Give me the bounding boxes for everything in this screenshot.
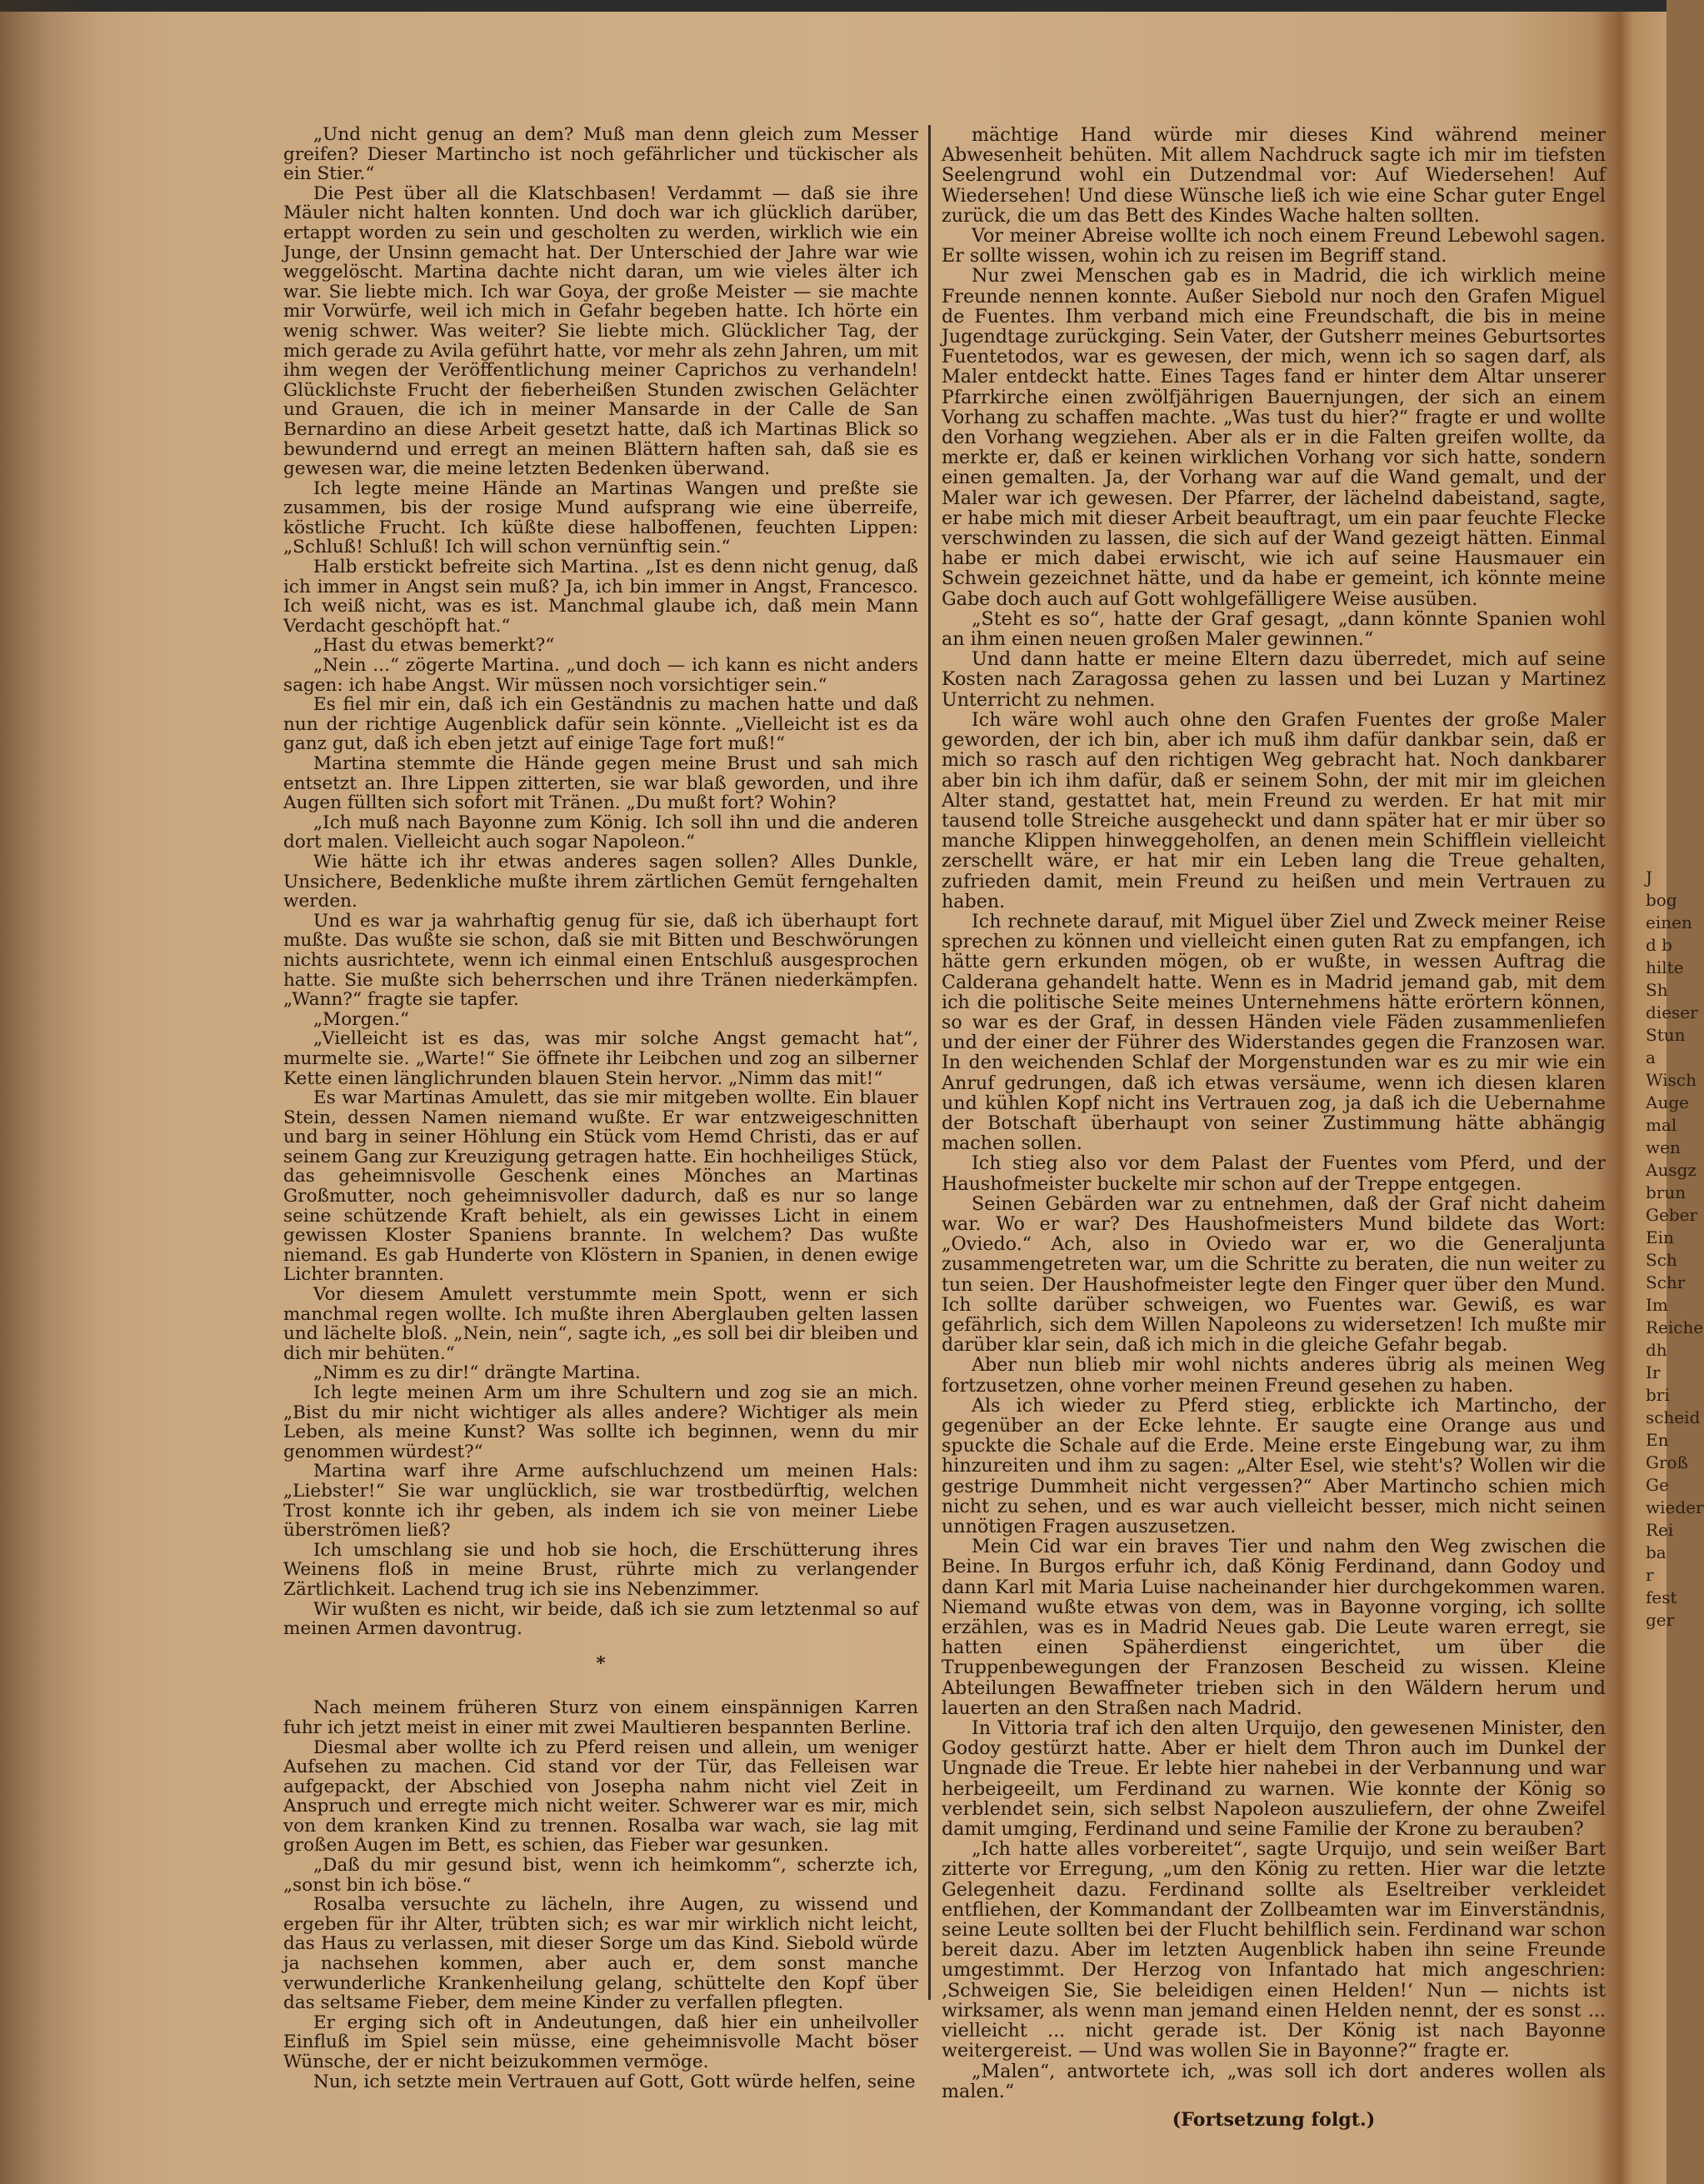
next-page-fragment: Im [1646,1295,1668,1315]
next-page-fragment: Reiche [1646,1317,1704,1337]
paragraph: Ich wäre wohl auch ohne den Grafen Fuentes der große Maler geworden, der ich bin, aber ich muß ihm dafür dankbar sein, daß er mich so rasch auf den richtigen Weg gebracht hat. Noch dankbarer aber bin ich ihm dafür, daß er seinem Sohn, der mit mir im gleichen Alter stand, gestattet hat, mein Freund zu werden. Er hat mit mir tausend tolle Streiche ausgeheckt und dann später hat er mir über so manche Klippen hinweggeholfen, an denen mein Schifflein vielleicht zerschellt wäre, er hat mir ein Leben lang die Treue gehalten, zufrieden damit, mein Freund zu heißen und mein Vertrauen zu haben. [942,708,1606,912]
next-page-fragment: ba [1646,1542,1667,1562]
paragraph: Es war Martinas Amulett, das sie mir mitgeben wollte. Ein blauer Stein, dessen Namen niemand wußte. Er war entzweigeschnitten und barg in seiner Höhlung ein Stück vom Hemd Christi, das er auf seinem Gang zur Kreuzigung getragen hatte. Ein hochheiliges Stück, das geheimnisvolle Geschenk eines Mönches an Martinas Großmutter, noch geheimnisvoller dadurch, daß es nur so lange seine schützende Kraft behielt, als ein gewisses Licht in einem gewissen Kloster Spaniens brannte. In welchem? Das wußte niemand. Es gab Hunderte von Klöstern in Spanien, in denen ewige Lichter brannten. [283,1087,918,1286]
paragraph: Ich umschlang sie und hob sie hoch, die Erschütterung ihres Weinens floß in meine Brust, rührte mich zu verlangender Zärtlichkeit. Lachend trug ich sie ins Nebenzimmer. [283,1539,918,1600]
paragraph: Vor meiner Abreise wollte ich noch einem Freund Lebewohl sagen. Er sollte wissen, wohin ich zu reisen im Begriff stand. [942,225,1606,267]
next-page-fragment: Ausgz [1646,1160,1697,1180]
paragraph: „Und nicht genug an dem? Muß man denn gleich zum Messer greifen? Dieser Martincho ist noch gefährlicher und tückischer als ein Stier.“ [283,124,918,185]
paragraph: Ich stieg also vor dem Palast der Fuentes vom Pferd, und der Haushofmeister buckelte mir schon auf der Treppe entgegen. [942,1152,1606,1195]
paragraph: mächtige Hand würde mir dieses Kind während meiner Abwesenheit behüten. Mit allem Nachdruck sagte ich mir im tiefsten Seelengrund wohl ein Dutzendmal vor: Auf Wiedersehen! Auf Wiedersehen! Und diese Wünsche ließ ich wie eine Schar guter Engel zurück, die um das Bett des Kindes Wache halten sollten. [942,124,1606,227]
next-page-fragment: Groß [1646,1452,1688,1472]
next-page-fragment: mal [1646,1115,1677,1135]
next-page-fragment: hilte [1646,957,1684,977]
next-page-fragment: wieder [1646,1497,1704,1517]
paragraph: Ich legte meine Hände an Martinas Wangen und preßte sie zusammen, bis der rosige Mund aufsprang wie eine überreife, köstliche Frucht. Ich küßte diese halboffenen, feuchten Lippen: „Schluß! Schluß! Ich will schon vernünftig sein.“ [283,477,918,558]
next-page-fragment: dieser [1646,1002,1698,1022]
text-column-right [942,125,1606,2147]
paragraph: Und es war ja wahrhaftig genug für sie, daß ich überhaupt fort mußte. Das wußte sie schon, daß sie mit Bitten und Beschwörungen nichts ausrichtete, wenn ich einmal einen Entschluß ausgesprochen hatte. Sie mußte sich beherrschen und ihre Tränen niederkämpfen. „Wann?“ fragte sie tapfer. [283,910,918,1011]
paragraph: „Morgen.“ [313,1008,410,1030]
paragraph: Es fiel mir ein, daß ich ein Geständnis zu machen hatte und daß nun der richtige Augenblick dafür sein könnte. „Vielleicht ist es da ganz gut, daß ich eben jetzt auf einige Tage fort muß!“ [283,694,918,755]
paragraph: Halb erstickt befreite sich Martina. „Ist es denn nicht genug, daß ich immer in Angst sein muß? Ja, ich bin immer in Angst, Francesco. Ich weiß nicht, was es ist. Manchmal glaube ich, daß mein Mann Verdacht geschöpft hat.“ [283,557,918,637]
next-page-fragment: bri [1646,1385,1670,1405]
paragraph: Ich legte meinen Arm um ihre Schultern und zog sie an mich. „Bist du mir nicht wichtiger als alles andere? Wichtiger als mein Leben, als meine Kunst? Was sollte ich beginnen, wenn du mir genommen würdest?“ [283,1382,918,1462]
paragraph: „Nein ...“ zögerte Martina. „und doch — ich kann es nicht anders sagen: ich habe Angst. Wir müssen noch vorsichtiger sein.“ [283,655,918,696]
paragraph: „Steht es so“, hatte der Graf gesagt, „dann könnte Spanien wohl an ihm einen neuen großen Maler gewinnen.“ [942,607,1606,651]
next-page-fragment: ger [1646,1610,1675,1630]
next-page-fragment: Geber [1646,1205,1698,1225]
next-page-fragment: Auge [1646,1092,1689,1112]
next-page-fragment: J [1646,867,1653,887]
section-break: * [596,1652,606,1674]
next-page-fragment: Stun [1646,1025,1686,1045]
paragraph: „Vielleicht ist es das, was mir solche Angst gemacht hat“, murmelte sie. „Warte!“ Sie öffnete ihr Leibchen und zog an silberner Kette einen länglichrunden blauen Stein hervor. „Nimm das mit!“ [283,1028,918,1089]
next-page-fragment: fest [1646,1587,1677,1607]
continuation-note: (Fortsetzung folgt.) [1172,2108,1376,2131]
paragraph: Rosalba versuchte zu lächeln, ihre Augen, zu wissend und ergeben für ihr Alter, trübten sich; es war mir wirklich nicht leicht, das Haus zu verlassen, mit dieser Sorge um das Kind. Siebold würde ja nachsehen kommen, aber auch er, dem sonst manche verwunderliche Krankenheilung gelang, schüttelte den Kopf über das seltsame Fieber, dem meine Kinder zu verfallen pflegten. [283,1894,918,2014]
paragraph: Martina stemmte die Hände gegen meine Brust und sah mich entsetzt an. Ihre Lippen zitterten, sie war blaß geworden, und ihre Augen füllten sich sofort mit Tränen. „Du mußt fort? Wohin? [283,753,918,814]
next-page-fragment: Sh [1646,980,1668,1000]
paragraph: Aber nun blieb mir wohl nichts anderes übrig als meinen Weg fortzusetzen, ohne vorher meinen Freund gesehen zu haben. [942,1354,1606,1397]
paragraph: „Ich muß nach Bayonne zum König. Ich soll ihn und die anderen dort malen. Vielleicht auch sogar Napoleon.“ [283,812,918,853]
next-page-edge [1646,867,1704,1700]
next-page-fragment: Wisch [1646,1070,1697,1090]
next-page-fragment: Ge [1646,1475,1669,1495]
paragraph: „Hast du etwas bemerkt?“ [313,635,555,657]
next-page-fragment: wen [1646,1137,1681,1157]
paragraph: Ich rechnete darauf, mit Miguel über Ziel und Zweck meiner Reise sprechen zu können und vielleicht einen guten Rat zu empfangen, ich hätte gern erkunden mögen, ob er wußte, in wessen Auftrag die Calderana gehandelt hatte. Wenn es in Madrid jemand gab, mit dem ich die politische Seite meines Unternehmens hätte erörtern können, so war es der Graf, in dessen Händen viele Fäden zusammenliefen und der einer der Führer des Widerstandes gegen die Franzosen war. In den weichenden Schlaf der Morgenstunden war es zu mir wie ein Anruf gedrungen, daß ich etwas versäume, wenn ich diesen klaren und kühlen Kopf nicht ins Vertrauen zog, ja daß ich die Uebernahme der Botschaft überhaupt von seiner Zustimmung hätte abhängig machen sollen. [942,910,1606,1155]
paragraph: Wie hätte ich ihr etwas anderes sagen sollen? Alles Dunkle, Unsichere, Bedenkliche mußte ihrem zärtlichen Gemüt ferngehalten werden. [283,851,918,912]
column-divider [928,125,931,2000]
next-page-fragment: a [1646,1047,1656,1067]
scanner-top-edge [0,0,1667,12]
paragraph: Wir wußten es nicht, wir beide, daß ich sie zum letztenmal so auf meinen Armen davontrug. [283,1598,918,1640]
paragraph: Und dann hatte er meine Eltern dazu überredet, mich auf seine Kosten nach Zaragossa gehen zu lassen und bei Luzan y Martinez Unterricht zu nehmen. [942,648,1606,711]
text-column-left [283,125,918,2147]
next-page-fragment: dh [1646,1340,1667,1360]
paragraph: Nach meinem früheren Sturz von einem einspännigen Karren fuhr ich jetzt meist in einer mit zwei Maultieren bespannten Berline. [283,1697,918,1738]
next-page-fragment: Ein [1646,1227,1674,1247]
next-page-fragment: bog [1646,890,1677,910]
next-page-fragment: Rei [1646,1520,1674,1540]
paragraph: Diesmal aber wollte ich zu Pferd reisen und allein, um weniger Aufsehen zu machen. Cid stand vor der Tür, das Felleisen war aufgepackt, der Abschied von Josepha nahm nicht viel Zeit in Anspruch und erregte mich nicht weiter. Schwerer war es mir, mich von dem kranken Kind zu trennen. Rosalba war wach, sie lag mit großen Augen im Bett, es schien, das Fieber war gesunken. [283,1737,918,1857]
next-page-fragment: Sch [1646,1250,1677,1270]
next-page-fragment: scheid [1646,1407,1701,1427]
paragraph: „Ich hatte alles vorbereitet“, sagte Urquijo, und sein weißer Bart zitterte vor Erregung, „um den König zu retten. Hier war die letzte Gelegenheit dazu. Ferdinand sollte als Eseltreiber verkleidet entfliehen, der Kommandant der Zollbeamten war im Einverständnis, seine Leute sollten bei der Flucht behilflich sein. Ferdinand war schon bereit dazu. Aber im letzten Augenblick haben ihn seine Freunde umgestimmt. Der Herzog von Infantado hat mich angeschrien: ‚Schweigen Sie, Sie beleidigen einen Helden!‘ Nun — nichts ist wirksamer, als wenn man jemand einen Helden nennt, der es sonst ... vielleicht ... nicht gerade ist. Der König ist nach Bayonne weitergereist. — Und was wollen Sie in Bayonne?“ fragte er. [942,1838,1606,2062]
paragraph: „Malen“, antwortete ich, „was soll ich dort anderes wollen als malen.“ [942,2060,1606,2102]
paragraph: Seinen Gebärden war zu entnehmen, daß der Graf nicht daheim war. Wo er war? Des Haushofmeisters Mund bildete das Wort: „Oviedo.“ Ach, also in Oviedo war er, wo die Generaljunta zusammengetreten war, um die Schritte zu beraten, die nun weiter zu tun seien. Der Haushofmeister legte den Finger quer über den Mund. Ich sollte darüber schweigen, wo Fuentes war. Gewiß, es war gefährlich, sich dem Willen Napoleons zu widersetzen! Ich mußte mir darüber klar sein, daß ich mich in die gleiche Gefahr begab. [942,1192,1606,1357]
paragraph: Er erging sich oft in Andeutungen, daß hier ein unheilvoller Einfluß im Spiel sein müsse, eine geheimnisvolle Macht böser Wünsche, der er nicht beizukommen vermöge. [283,2012,918,2072]
next-page-fragment: En [1646,1430,1669,1450]
paragraph: In Vittoria traf ich den alten Urquijo, den gewesenen Minister, den Godoy gestürzt hatte. Aber er hielt dem Thron auch im Dunkel der Ungnade die Treue. Er lebte hier nahebei in der Verbannung und war herbeigeeilt, um Ferdinand zu warnen. Wie konnte der König so verblendet sein, sich selbst Napoleon auszuliefern, der ohne Zweifel damit umging, Ferdinand und seine Familie der Krone zu berauben? [942,1717,1606,1841]
paragraph: Als ich wieder zu Pferd stieg, erblickte ich Martincho, der gegenüber an der Ecke lehnte. Er saugte eine Orange aus und spuckte die Schale auf die Erde. Meine erste Eingebung war, zu ihm hinzureiten und ihm zu sagen: „Alter Esel, wie steht's? Wollen wir die gestrige Dummheit nicht vergessen?“ Aber Martincho schien mich nicht zu sehen, und es war auch vielleicht besser, mich nicht seinen unnötigen Fragen auszusetzen. [942,1394,1606,1538]
binding-shadow [0,0,100,2184]
paragraph: „Daß du mir gesund bist, wenn ich heimkomm“, scherzte ich, „sonst bin ich böse.“ [283,1855,918,1896]
paragraph: Die Pest über all die Klatschbasen! Verdammt — daß sie ihre Mäuler nicht halten konnten. Und doch war ich glücklich darüber, ertappt worden zu sein und gescholten zu werden, wirklich wie ein Junge, der Unsinn gemacht hat. Der Unterschied der Jahre war wie weggelöscht. Martina dachte nicht daran, um wie vieles älter ich war. Sie liebte mich. Ich war Goya, der große Meister — sie machte mir Vorwürfe, weil ich mich in Gefahr begeben hatte. Ich hörte ein wenig schwer. Was weiter? Sie liebte mich. Glücklicher Tag, der mich gerade zu Avila geführt hatte, vor mehr als zehn Jahren, um mit ihm wegen der Veröffentlichung meiner Caprichos zu verhandeln! Glücklichste Frucht der fieberheißen Stunden zwischen Gelächter und Grauen, die ich in meiner Mansarde in der Calle de San Bernardino an diese Arbeit gesetzt hatte, daß ich Martinas Blick so bewundernd und erregt an meinen Blättern haften sah, daß sie es gewesen war, die meine letzten Bedenken überwand. [283,182,918,480]
next-page-fragment: Schr [1646,1272,1686,1292]
paragraph: „Nimm es zu dir!“ drängte Martina. [313,1362,641,1384]
paragraph: Nur zwei Menschen gab es in Madrid, die ich wirklich meine Freunde nennen konnte. Außer Siebold nur noch den Grafen Miguel de Fuentes. Ihm verband mich eine Freundschaft, die bis in meine Jugendtage zurückging. Sein Vater, der Gutsherr meines Geburtsortes Fuentetodos, war es gewesen, der mich, wenn ich so sagen darf, als Maler entdeckt hatte. Eines Tages fand er hinter dem Altar unserer Pfarrkirche einen zwölfjährigen Bauernjungen, der sich an einem Vorhang zu schaffen machte. „Was tust du hier?“ fragte er und wollte den Vorhang wegziehen. Aber als er in die Falten greifen wollte, da merkte er, daß er keinen wirklichen Vorhang vor sich hatte, sondern einen gemalten. Ja, der Vorhang war auf die Wand gemalt, und der Maler war ich gewesen. Der Pfarrer, der lächelnd dabeistand, sagte, er habe mich mit dieser Arbeit beauftragt, um ein paar feuchte Flecke verschwinden zu lassen, die sich auf der Wand gezeigt hätten. Einmal habe er mich dabei erwischt, wie ich auf seine Hausmauer ein Schwein gezeichnet hätte, und da habe er gemeint, ich könnte meine Gabe doch auch auf Gott wohlgefälligere Weise ausüben. [942,265,1606,610]
next-page-fragment: r [1646,1565,1654,1585]
paragraph: Nun, ich setzte mein Vertrauen auf Gott, Gott würde helfen, seine [313,2071,916,2092]
next-page-fragment: einen [1646,912,1692,932]
paragraph: Mein Cid war ein braves Tier und nahm den Weg zwischen die Beine. In Burgos erfuhr ich, daß König Ferdinand, dann Godoy und dann Karl mit Maria Luise nacheinander hier durchgekommen waren. Niemand wußte etwas von dem, was in Bayonne vorging, ich sollte erzählen, was es in Madrid Neues gab. Die Leute waren erregt, sie hatten einen Späherdienst eingerichtet, um über die Truppenbewegungen der Franzosen Bescheid zu wissen. Kleine Abteilungen Bewaffneter trieben sich in den Wäldern herum und lauerten an den Straßen nach Madrid. [942,1536,1606,1719]
paragraph: Vor diesem Amulett verstummte mein Spott, wenn er sich manchmal regen wollte. Ich mußte ihren Aberglauben gelten lassen und lächelte bloß. „Nein, nein“, sagte ich, „es soll bei dir bleiben und dich mir behüten.“ [283,1284,918,1364]
next-page-fragment: d b [1646,935,1672,955]
next-page-fragment: Ir [1646,1362,1661,1382]
paragraph: Martina warf ihre Arme aufschluchzend um meinen Hals: „Liebster!“ Sie war unglücklich, sie war trostbedürftig, welchen Trost konnte ich ihr geben, als indem ich sie von meiner Liebe überströmen ließ? [283,1461,918,1542]
next-page-fragment: brun [1646,1182,1687,1202]
